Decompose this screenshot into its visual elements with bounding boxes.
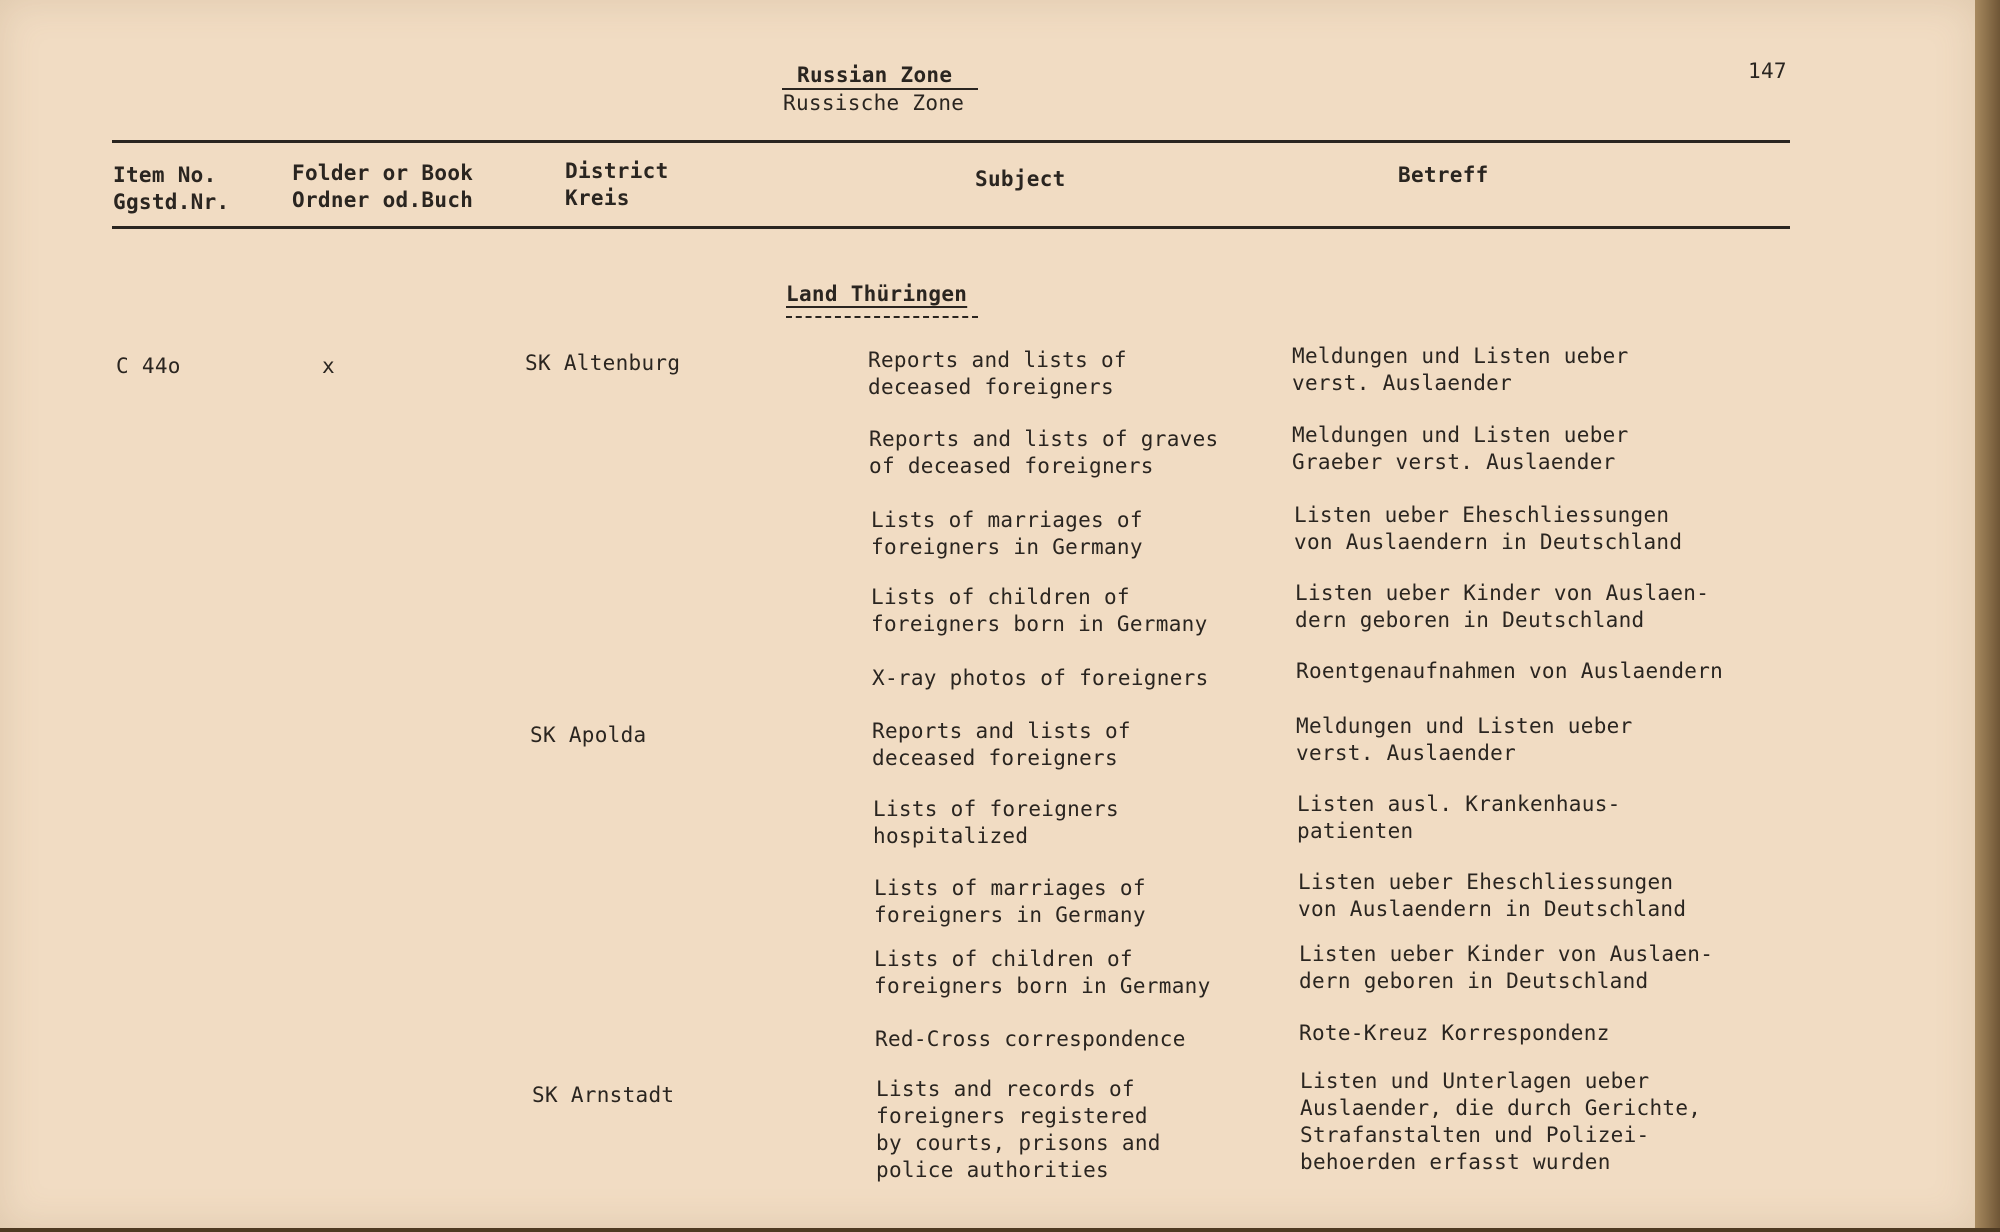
- header-top-rule: [112, 140, 1790, 143]
- item-number: C 44o: [116, 354, 181, 378]
- subject-cell: Lists of children of foreigners born in Germany: [871, 585, 1208, 636]
- district-apolda: SK Apolda: [530, 723, 647, 747]
- section-title: Land Thüringen: [786, 282, 968, 306]
- zone-title-german: Russische Zone: [783, 91, 965, 115]
- zone-title-english: Russian Zone: [797, 63, 953, 87]
- header-bottom-rule: [112, 226, 1790, 229]
- betreff-cell: Roentgenaufnahmen von Auslaendern: [1296, 659, 1724, 683]
- subject-cell: Lists of marriages of foreigners in Germany: [871, 508, 1143, 559]
- page-bottom-edge: [0, 1228, 2000, 1232]
- betreff-cell: Rote-Kreuz Korrespondenz: [1299, 1021, 1610, 1045]
- betreff-cell: Listen ausl. Krankenhaus- patienten: [1297, 792, 1621, 843]
- subject-cell: Reports and lists of graves of deceased foreigners: [869, 427, 1219, 478]
- betreff-cell: Meldungen und Listen ueber Graeber verst. Auslaender: [1292, 423, 1629, 474]
- subject-cell: Reports and lists of deceased foreigners: [868, 348, 1127, 399]
- subject-cell: Lists of children of foreigners born in Germany: [874, 947, 1211, 998]
- col-header-district: District Kreis: [565, 159, 669, 210]
- book-spine-edge: [1975, 0, 2000, 1232]
- betreff-cell: Listen und Unterlagen ueber Auslaender, die durch Gerichte, Strafanstalten und Polizei- behoerden erfasst wurden: [1300, 1069, 1702, 1174]
- subject-cell: Lists of marriages of foreigners in Germany: [874, 876, 1146, 927]
- col-header-betreff: Betreff: [1398, 163, 1489, 187]
- folder-mark: x: [322, 354, 335, 378]
- page-number: 147: [1748, 59, 1787, 83]
- section-dashed-underline: [786, 316, 978, 318]
- betreff-cell: Listen ueber Kinder von Auslaen- dern geboren in Deutschland: [1299, 942, 1714, 993]
- betreff-cell: Listen ueber Kinder von Auslaen- dern geboren in Deutschland: [1295, 581, 1710, 632]
- betreff-cell: Listen ueber Eheschliessungen von Auslaendern in Deutschland: [1294, 503, 1683, 554]
- col-header-subject: Subject: [975, 167, 1066, 191]
- subject-cell: Lists of foreigners hospitalized: [873, 797, 1119, 848]
- col-header-folder: Folder or Book Ordner od.Buch: [292, 161, 474, 212]
- district-arnstadt: SK Arnstadt: [532, 1083, 675, 1107]
- betreff-cell: Meldungen und Listen ueber verst. Auslaender: [1296, 714, 1633, 765]
- subject-cell: Red-Cross correspondence: [875, 1027, 1186, 1051]
- betreff-cell: Listen ueber Eheschliessungen von Auslaendern in Deutschland: [1298, 870, 1687, 921]
- district-altenburg: SK Altenburg: [525, 351, 681, 375]
- betreff-cell: Meldungen und Listen ueber verst. Auslaender: [1292, 344, 1629, 395]
- subject-cell: X-ray photos of foreigners: [872, 666, 1209, 690]
- subject-cell: Reports and lists of deceased foreigners: [872, 719, 1131, 770]
- subject-cell: Lists and records of foreigners registered by courts, prisons and police authorities: [876, 1077, 1161, 1182]
- col-header-item-no: Item No. Ggstd.Nr.: [113, 163, 230, 214]
